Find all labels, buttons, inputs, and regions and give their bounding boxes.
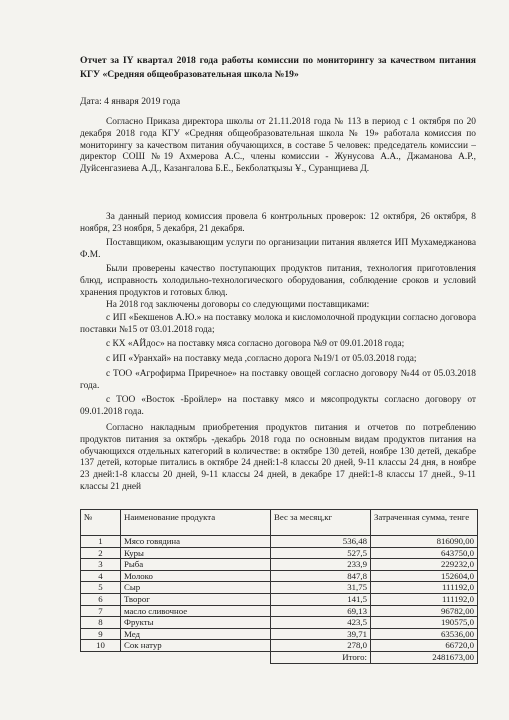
col-header-product: Наименование продукта <box>121 510 271 536</box>
col-header-weight: Вес за месяц,кг <box>271 510 371 536</box>
contract-item: с ТОО «Агрофирма Приречное» на поставку овощей согласно договору №44 от 05.03.2018 года. <box>80 369 476 391</box>
row-number: 5 <box>81 582 121 594</box>
paragraph-supplier: Поставщиком, оказывающим услуги по организации питания является ИП Мухамеджанова Ф.М. <box>80 238 476 260</box>
paragraph-contracts-intro: На 2018 год заключены договоры со следующими поставщиками: <box>106 300 370 310</box>
paragraph-consumption: Согласно накладным приобретения продуктов питания и отчетов по потреблению продуктов питания за октябрь -декабрь 2018 года по основным видам продуктов питания на обучающихся отдельных категорий в количестве: в октябре 130 детей, ноябре 130 детей, декабре 137 детей, которые питались в октябре 24 дней:1-8 классы 20 дней, 9-11 классы 24 дня, в ноябре 23 дней:1-8 классы 20 дней, 9-11 классы 24 дней, в декабре 17 дней:1-8 классы 17 дней., 9-11 классы 21 дней <box>80 423 476 492</box>
contract-item: с ИП «Уранхай» на поставку меда ,согласно дорога №19/1 от 05.03.2018 года; <box>106 354 417 364</box>
row-weight: 527,5 <box>271 547 371 559</box>
total-label: Итого: <box>271 651 371 663</box>
contract-item: с ИП «Бекшенов А.Ю.» на поставку молока и кисломолочной продукции согласно договора поставки №15 от 03.01.2018 года; <box>80 313 476 335</box>
row-weight: 278,0 <box>271 640 371 652</box>
row-sum: 152604,0 <box>371 570 478 582</box>
table-header-row <box>81 510 478 536</box>
row-number: 7 <box>81 605 121 617</box>
row-product: Сок натур <box>121 640 271 652</box>
table-row <box>81 582 478 594</box>
table-row <box>81 570 478 582</box>
row-sum: 111192,0 <box>371 582 478 594</box>
col-header-sum: Затраченная сумма, тенге <box>371 510 478 536</box>
table-row <box>81 559 478 571</box>
row-product: Мясо говядина <box>121 536 271 548</box>
row-number: 2 <box>81 547 121 559</box>
row-product: Фрукты <box>121 617 271 629</box>
row-number: 6 <box>81 593 121 605</box>
row-sum: 63536,00 <box>371 628 478 640</box>
row-sum: 816090,00 <box>371 536 478 548</box>
paragraph-checks: Были проверены качество поступающих продуктов питания, технология приготовления блюд, исправность холодильно-технологического оборудования, соблюдение сроков и условий хранения продуктов и готовых блюд. <box>80 264 476 298</box>
row-product: Молоко <box>121 570 271 582</box>
row-weight: 141,5 <box>271 593 371 605</box>
row-sum: 96782,00 <box>371 605 478 617</box>
contract-item: с КХ «АЙдос» на поставку мяса согласно договора №9 от 09.01.2018 года; <box>106 339 405 349</box>
row-sum: 190575,0 <box>371 617 478 629</box>
row-weight: 536,48 <box>271 536 371 548</box>
row-number: 4 <box>81 570 121 582</box>
row-sum: 643750,0 <box>371 547 478 559</box>
row-weight: 31,75 <box>271 582 371 594</box>
row-product: Куры <box>121 547 271 559</box>
row-product: Сыр <box>121 582 271 594</box>
row-weight: 69,13 <box>271 605 371 617</box>
contract-item: с ТОО «Восток -Бройлер» на поставку мясо и мясопродукты согласно договору от 09.01.2018 года. <box>80 395 476 417</box>
table-row <box>81 547 478 559</box>
row-weight: 847,8 <box>271 570 371 582</box>
col-header-number: № <box>81 510 121 536</box>
row-weight: 39,71 <box>271 628 371 640</box>
paragraph-commission: Согласно Приказа директора школы от 21.11.2018 года № 113 в период с 1 октября по 20 декабря 2018 года КГУ «Средняя общеобразовательная школа № 19» работала комиссия по мониторингу за качеством питания обучающихся, в составе 5 человек: председатель комиссии – директор СОШ №19 Ахмерова А.С., члены комиссии - Жунусова А.А., Джаманова А.Р., Дуйсенгазиева А.Д., Казангалова Б.Е., Бекболатқызы Ұ., Суранщиева Д. <box>80 117 476 175</box>
row-number: 9 <box>81 628 121 640</box>
row-product: масло сливочное <box>121 605 271 617</box>
row-number: 8 <box>81 617 121 629</box>
table-row <box>81 593 478 605</box>
table-row <box>81 628 478 640</box>
row-weight: 233,9 <box>271 559 371 571</box>
products-table <box>80 509 478 664</box>
row-sum: 66720,0 <box>371 640 478 652</box>
total-value: 2481673,00 <box>371 651 478 663</box>
row-product: Мед <box>121 628 271 640</box>
table-total-row <box>81 651 478 663</box>
report-date: Дата: 4 января 2019 года <box>80 96 181 107</box>
row-sum: 111192,0 <box>371 593 478 605</box>
row-sum: 229232,0 <box>371 559 478 571</box>
table-row <box>81 640 478 652</box>
table-row <box>81 536 478 548</box>
table-row <box>81 617 478 629</box>
row-number: 10 <box>81 640 121 652</box>
row-product: Рыба <box>121 559 271 571</box>
row-number: 1 <box>81 536 121 548</box>
report-title: Отчет за IY квартал 2018 года работы комиссии по мониторингу за качеством питания КГУ «Средняя общеобразовательная школа №19» <box>80 55 476 80</box>
table-row <box>81 605 478 617</box>
row-weight: 423,5 <box>271 617 371 629</box>
row-product: Творог <box>121 593 271 605</box>
paragraph-inspections: За данный период комиссия провела 6 контрольных проверок: 12 октября, 26 октября, 8 ноября, 23 ноября, 5 декабря, 21 декабря. <box>80 212 476 234</box>
row-number: 3 <box>81 559 121 571</box>
